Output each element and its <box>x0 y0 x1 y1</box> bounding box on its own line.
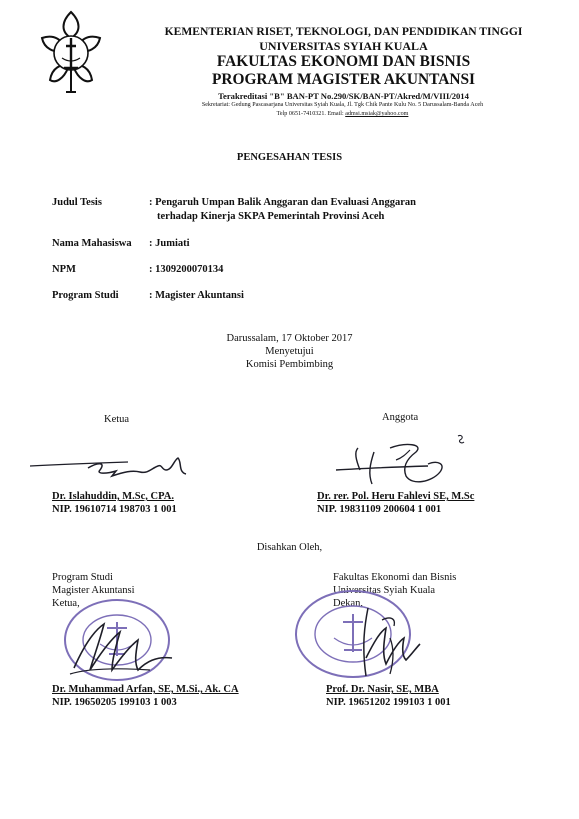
header-university: UNIVERSITAS SYIAH KUALA <box>259 39 428 53</box>
right-signer-line3: Dekan, <box>333 598 364 609</box>
document-title: PENGESAHAN TESIS <box>236 152 343 163</box>
anggota-signature <box>316 430 476 494</box>
prodi-label: Program Studi <box>52 290 119 301</box>
approval-komisi: Komisi Pembimbing <box>245 359 334 370</box>
header-address: Sekretariat: Gedung Pascasarjana Universitas Syiah Kuala, Jl. Tgk Chik Pante Kulu No. 5 Darussalam-Banda Aceh <box>201 102 484 108</box>
dekan-signature <box>330 598 450 684</box>
disahkan-oleh: Disahkan Oleh, <box>256 542 323 553</box>
left-signer-line2: Magister Akuntansi <box>52 585 135 596</box>
right-signer-line1: Fakultas Ekonomi dan Bisnis <box>333 572 457 583</box>
header-email-link[interactable]: admsi.msiak@yahoo.com <box>345 111 409 117</box>
right-signer-line2: Universitas Syiah Kuala <box>333 585 436 596</box>
header-phone: Telp 0651-7410321. Email: <box>276 111 346 117</box>
prodi-value: : Magister Akuntansi <box>149 290 244 301</box>
header-accreditation: Terakreditasi "B" BAN-PT No.290/SK/BAN-PT/Akred/M/VIII/2014 <box>218 91 469 101</box>
npm-value: : 1309200070134 <box>149 264 224 275</box>
anggota-name: Dr. rer. Pol. Heru Fahlevi SE, M.Sc <box>317 491 475 502</box>
ketua-nip: NIP. 19610714 198703 1 001 <box>52 504 177 515</box>
npm-label: NPM <box>52 264 76 275</box>
ketua-role: Ketua <box>104 414 130 425</box>
header-ministry: KEMENTERIAN RISET, TEKNOLOGI, DAN PENDIDIKAN TINGGI <box>164 25 523 38</box>
nama-label: Nama Mahasiswa <box>52 238 132 249</box>
header-program: PROGRAM MAGISTER AKUNTANSI <box>211 71 476 88</box>
anggota-nip: NIP. 19831109 200604 1 001 <box>317 504 442 515</box>
nama-value: : Jumiati <box>149 238 190 249</box>
header-faculty: FAKULTAS EKONOMI DAN BISNIS <box>216 53 471 70</box>
header-contact <box>110 111 575 117</box>
right-signer-name: Prof. Dr. Nasir, SE, MBA <box>326 684 439 695</box>
right-signer-nip: NIP. 19651202 199103 1 001 <box>326 697 451 708</box>
judul-label: Judul Tesis <box>52 197 102 208</box>
left-signer-nip: NIP. 19650205 199103 1 003 <box>52 697 177 708</box>
left-signer-line1: Program Studi <box>52 572 113 583</box>
university-logo <box>36 8 106 96</box>
ketua-signature <box>28 448 198 486</box>
left-signer-name: Dr. Muhammad Arfan, SE, M.Si., Ak. CA <box>52 684 239 695</box>
left-signer-line3: Ketua, <box>52 598 80 609</box>
kaprodi-signature <box>60 610 200 682</box>
judul-value-line2: terhadap Kinerja SKPA Pemerintah Provinsi Aceh <box>157 211 385 222</box>
approval-place-date: Darussalam, 17 Oktober 2017 <box>226 333 353 344</box>
approval-menyetujui: Menyetujui <box>265 346 314 357</box>
anggota-role: Anggota <box>382 412 419 423</box>
judul-value-line1: : Pengaruh Umpan Balik Anggaran dan Evaluasi Anggaran <box>149 197 416 208</box>
ketua-name: Dr. Islahuddin, M.Sc, CPA. <box>52 491 174 502</box>
